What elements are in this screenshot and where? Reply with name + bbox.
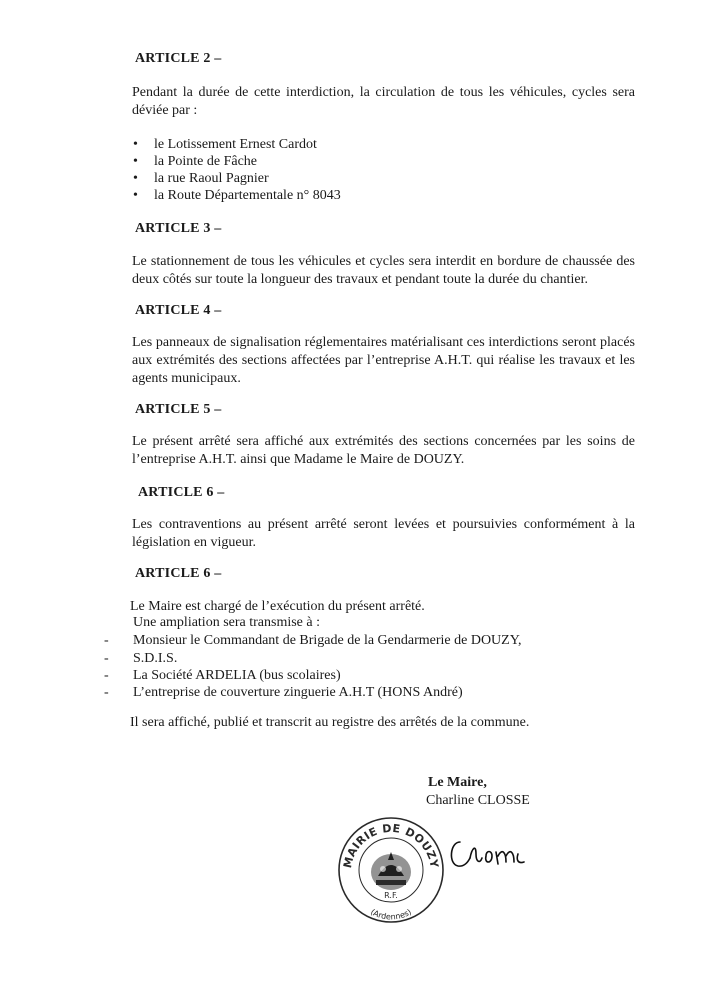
closing-line: Il sera affiché, publié et transcrit au registre des arrêtés de la commune. [130, 715, 530, 730]
execution-line: Le Maire est chargé de l’exécution du présent arrêté. [130, 599, 425, 614]
bullet-icon: • [133, 154, 138, 169]
article-6-execution-heading: ARTICLE 6 – [135, 566, 222, 581]
signature-name: Charline CLOSSE [426, 793, 530, 808]
bullet-icon: • [133, 137, 138, 152]
stamp-ring-text: MAIRIE DE DOUZY [340, 821, 441, 870]
article-5-text: Le présent arrêté sera affiché aux extrémités des sections concernées par les soins de l’entreprise A.H.T. ainsi que Madame le Maire de DOUZY. [132, 434, 635, 467]
ampliation-line: Une ampliation sera transmise à : [133, 615, 320, 630]
dash-marker: - [104, 651, 109, 666]
article-3-heading: ARTICLE 3 – [135, 221, 222, 236]
article-3-text: Le stationnement de tous les véhicules et cycles sera interdit en bordure de chaussée des deux côtés sur toute la longueur des travaux et pendant toute la durée du chantier. [132, 254, 635, 287]
article-6-text: Les contraventions au présent arrêté seront levées et poursuivies conformément à la législation en vigueur. [132, 517, 635, 550]
detour-item: le Lotissement Ernest Cardot [154, 137, 317, 152]
article-4-text: Les panneaux de signalisation réglementaires matérialisant ces interdictions seront placés aux extrémités des sections affectées par l’entreprise A.H.T. qui réalise les travaux et les agents municipaux. [132, 335, 635, 386]
bullet-icon: • [133, 171, 138, 186]
article-2-heading: ARTICLE 2 – [135, 51, 222, 66]
dash-marker: - [104, 668, 109, 683]
signature-title: Le Maire, [428, 775, 487, 790]
detour-item: la rue Raoul Pagnier [154, 171, 269, 186]
article-5-heading: ARTICLE 5 – [135, 402, 222, 417]
handwritten-signature [446, 832, 530, 872]
recipient-item: S.D.I.S. [133, 651, 178, 666]
article-2-text: Pendant la durée de cette interdiction, la circulation de tous les véhicules, cycles sera déviée par : [132, 85, 635, 118]
mairie-stamp-seal [336, 814, 446, 926]
detour-item: la Pointe de Fâche [154, 154, 258, 169]
stamp-department-text: (Ardennes) [368, 907, 414, 922]
stamp-rf-text: R.F. [384, 891, 398, 900]
bullet-icon: • [133, 188, 138, 203]
recipient-item: La Société ARDELIA (bus scolaires) [133, 668, 341, 683]
article-6-heading: ARTICLE 6 – [138, 485, 225, 500]
detour-item: la Route Départementale n° 8043 [154, 188, 341, 203]
dash-marker: - [104, 685, 109, 700]
article-4-heading: ARTICLE 4 – [135, 303, 222, 318]
recipient-item: Monsieur le Commandant de Brigade de la Gendarmerie de DOUZY, [133, 633, 522, 648]
dash-marker: - [104, 633, 109, 648]
recipient-item: L’entreprise de couverture zinguerie A.H.T (HONS André) [133, 685, 463, 700]
stamp-emblem-icon [371, 852, 411, 890]
